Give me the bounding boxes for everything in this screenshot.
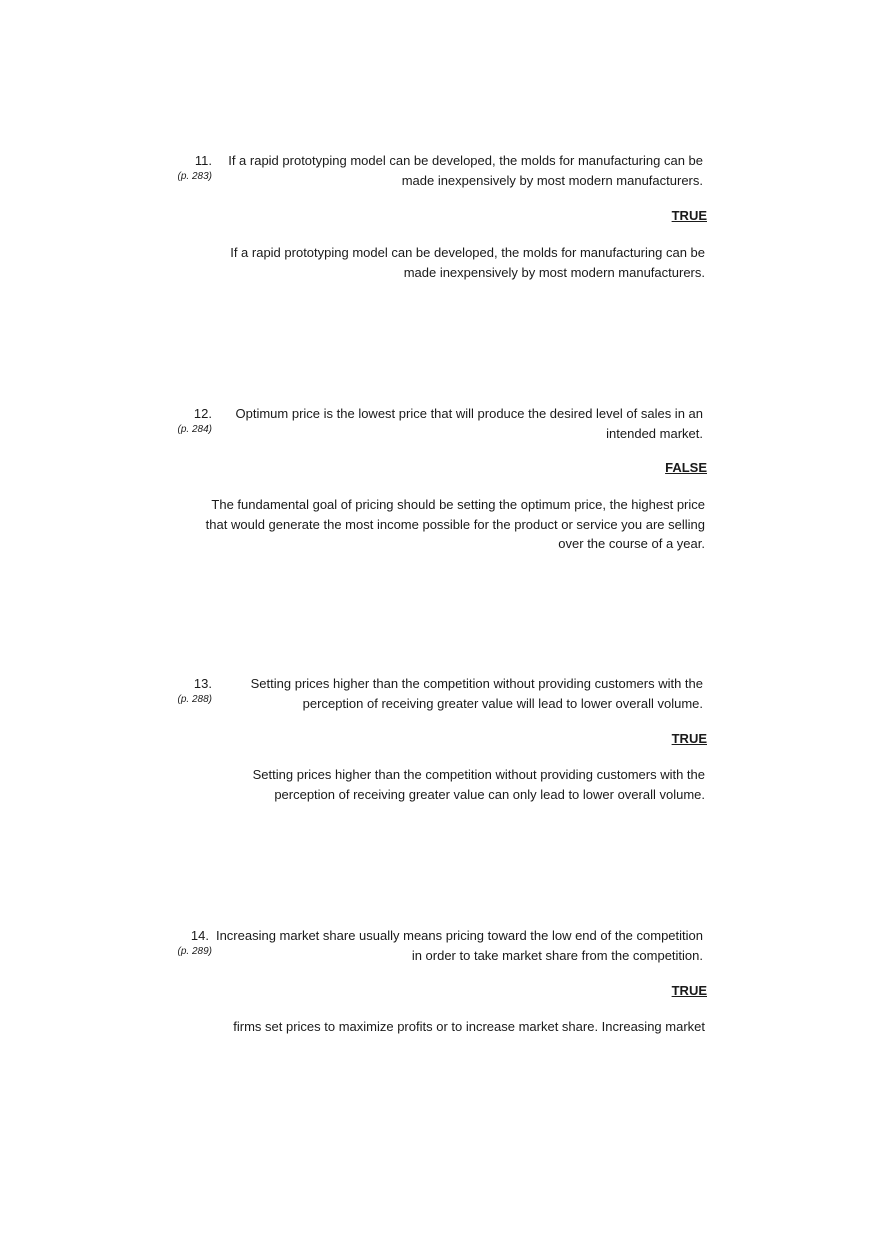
page-reference: (p. 288)	[177, 694, 212, 705]
question-number: 14.	[190, 928, 209, 943]
question-text: Optimum price is the lowest price that will produce the desired level of sales in an intended market.	[235, 406, 703, 441]
page-reference: (p. 283)	[177, 171, 212, 182]
question-number: 13.	[193, 676, 212, 691]
question-text: Increasing market share usually means pricing toward the low end of the competition in order to take market share from the competition.	[215, 928, 703, 963]
page-reference: (p. 289)	[177, 946, 212, 957]
answer-label: TRUE	[671, 208, 707, 223]
question-number: 11.	[194, 153, 212, 168]
question-text: If a rapid prototyping model can be developed, the molds for manufacturing can be made inexpensively by most modern manufacturers.	[228, 153, 703, 188]
answer-feedback: Setting prices higher than the competition without providing customers with the perception of receiving greater value can only lead to lower overall volume.	[252, 767, 705, 802]
answer-feedback: If a rapid prototyping model can be developed, the molds for manufacturing can be made inexpensively by most modern manufacturers.	[230, 245, 705, 280]
answer-label: FALSE	[665, 460, 707, 475]
answer-feedback: The fundamental goal of pricing should be setting the optimum price, the highest price that would generate the most income possible for the product or service you are selling over the course of a year.	[205, 497, 705, 551]
answer-feedback: firms set prices to maximize profits or to increase market share. Increasing market	[233, 1019, 705, 1034]
answer-label: TRUE	[671, 983, 707, 998]
answer-label: TRUE	[671, 731, 707, 746]
question-number: 12.	[193, 406, 212, 421]
page-reference: (p. 284)	[177, 424, 212, 435]
question-text: Setting prices higher than the competition without providing customers with the perception of receiving greater value will lead to lower overall volume.	[250, 676, 703, 711]
